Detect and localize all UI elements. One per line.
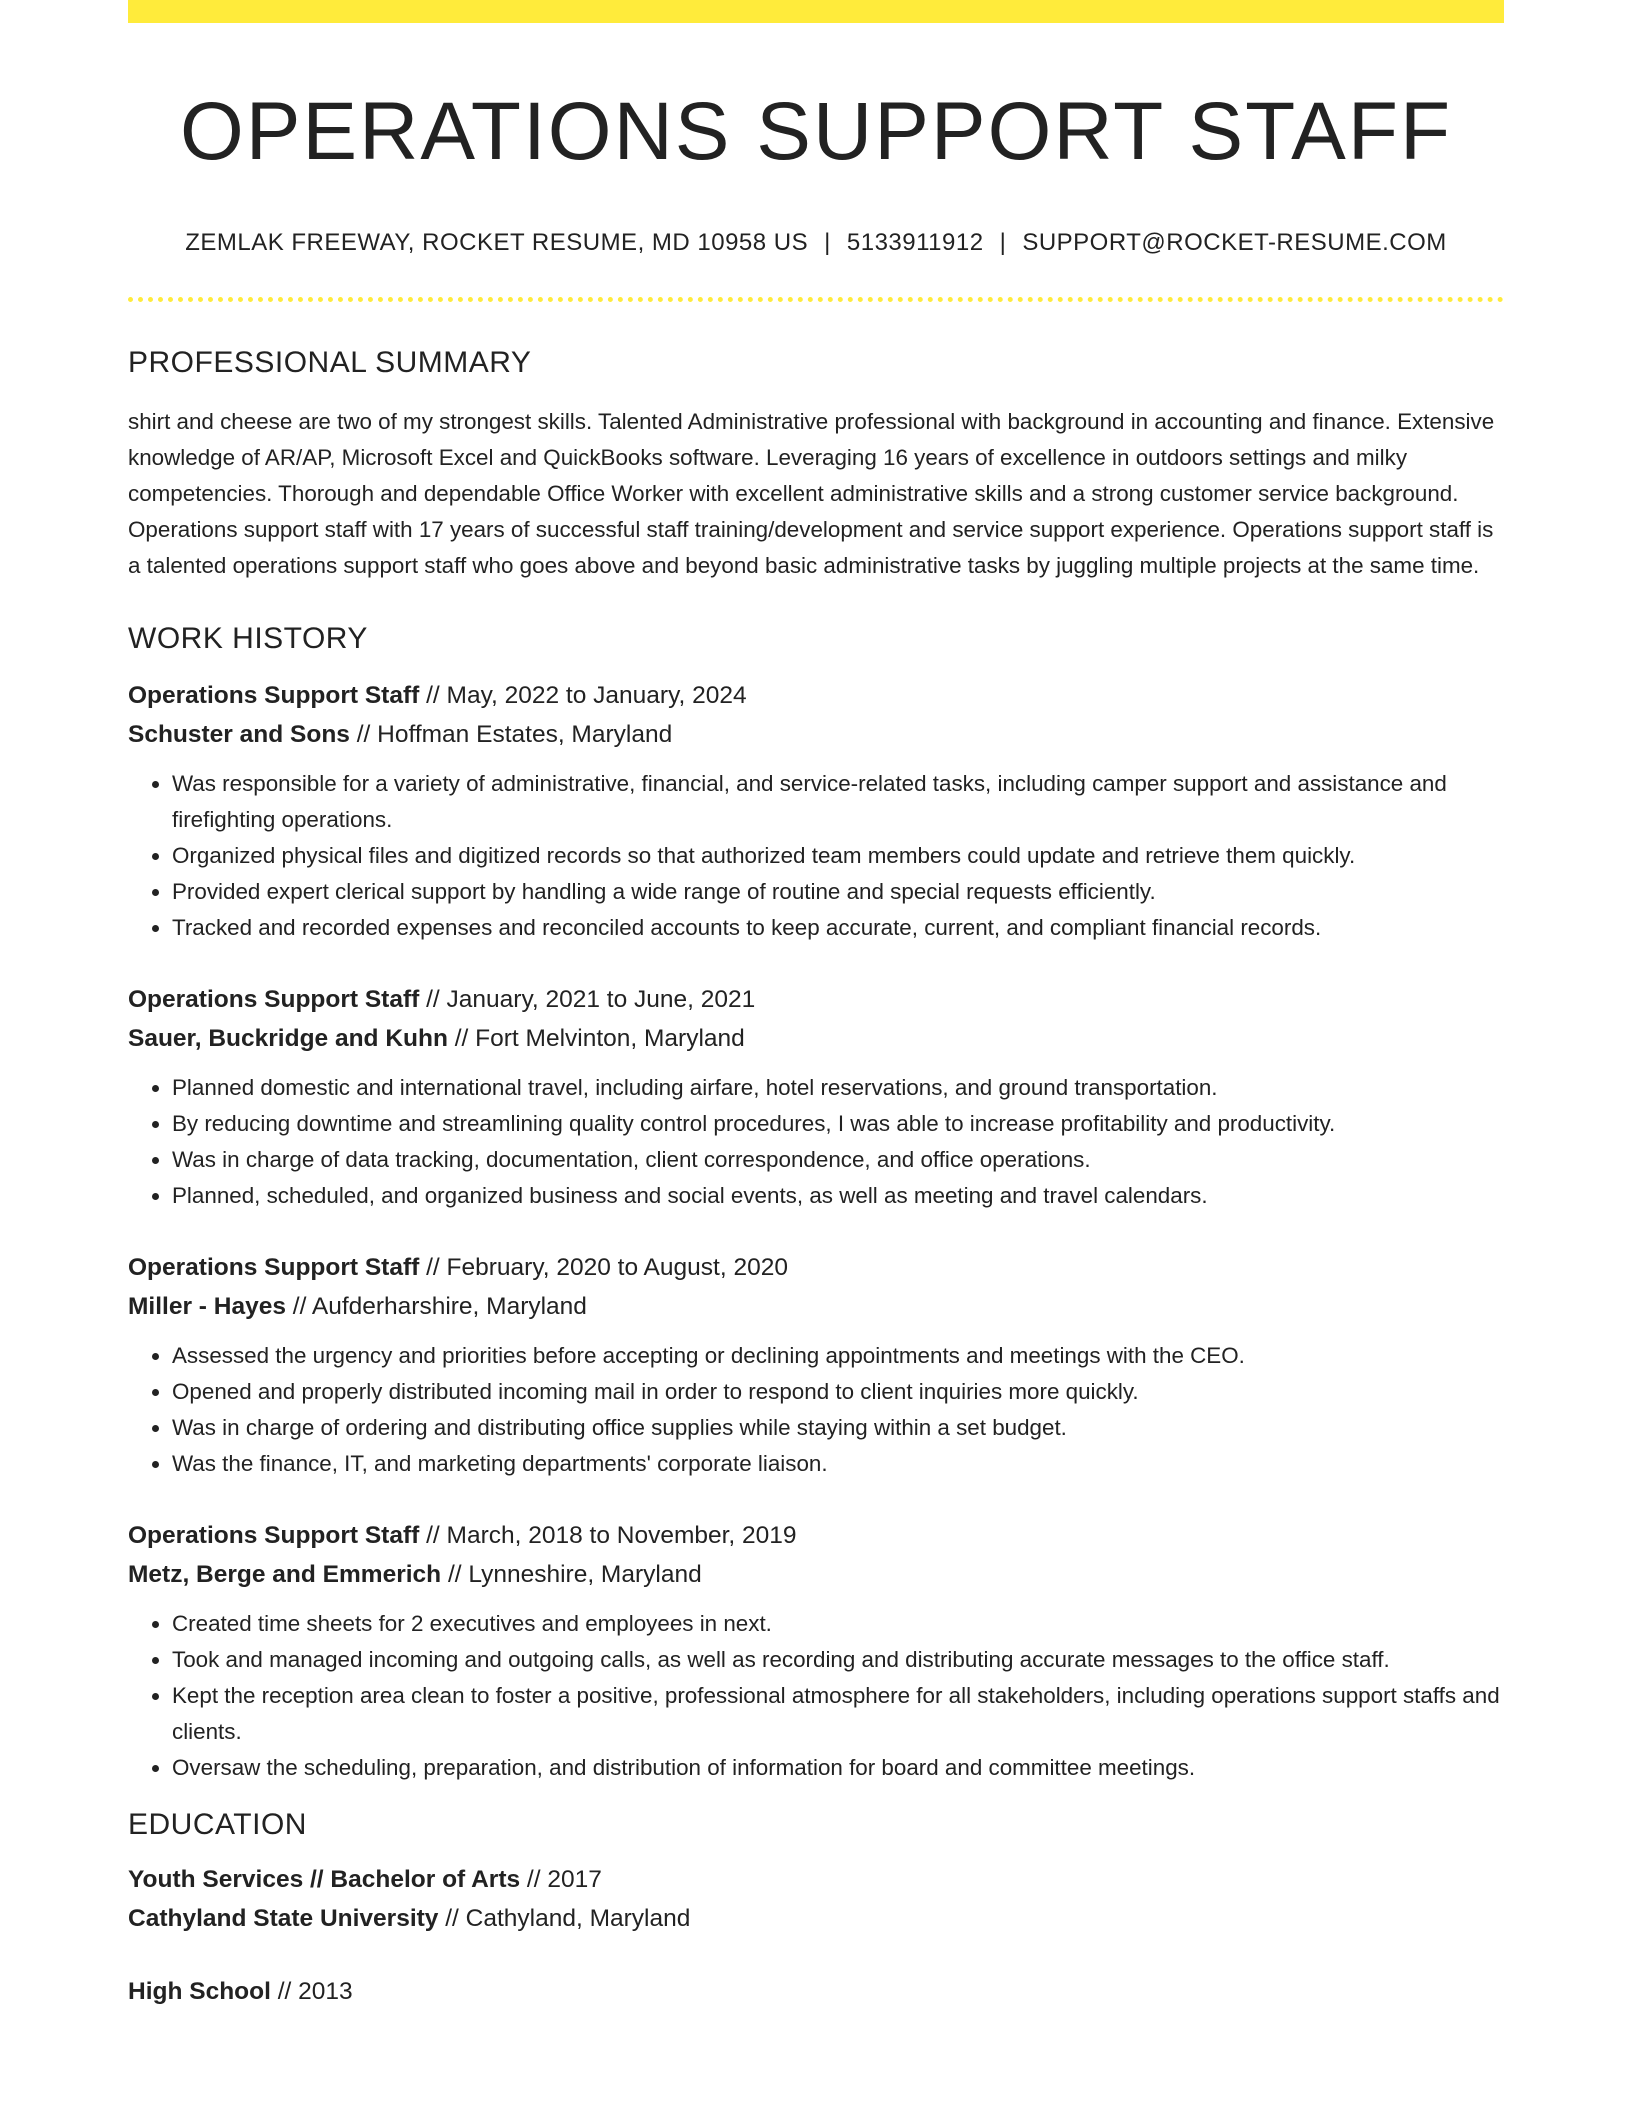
work-history-heading: WORK HISTORY [128,622,368,656]
job-bullet: • Was in charge of ordering and distributing office supplies while staying within a set budget. [172,1410,1504,1446]
job-bullet: • Kept the reception area clean to foster a positive, professional atmosphere for all stakeholders, including operations support staffs and clients. [172,1678,1504,1750]
job-bullet: • Oversaw the scheduling, preparation, and distribution of information for board and committee meetings. [172,1750,1504,1786]
education-degree: Youth Services // Bachelor of Arts [128,1866,521,1894]
job-title-line [128,1516,1504,1555]
contact-address: ZEMLAK FREEWAY, ROCKET RESUME, MD 10958 US [185,229,809,257]
job-role: Operations Support Staff [128,1522,420,1550]
job-bullet: • Provided expert clerical support by handling a wide range of routine and special requests efficiently. [172,874,1504,910]
summary-text: shirt and cheese are two of my strongest skills. Talented Administrative professional with background in accounting and finance. Extensive knowledge of AR/AP, Microsoft Excel and QuickBooks software. Leveraging 16 years of excellence in outdoors settings and milky competencies. Thorough and dependable Office Worker with excellent administrative skills and a strong customer service background. Operations support staff with 17 years of successful staff training/development and service support experience. Operations support staff is a talented operations support staff who goes above and beyond basic administrative tasks by juggling multiple projects at the same time. [128,409,1495,579]
job-bullet: • Organized physical files and digitized records so that authorized team members could update and retrieve them quickly. [172,838,1504,874]
candidate-name: OPERATIONS SUPPORT STAFF [179,86,1453,177]
job-bullet: • Planned domestic and international travel, including airfare, hotel reservations, and ground transportation. [172,1070,1504,1106]
job-company: Sauer, Buckridge and Kuhn [128,1025,448,1053]
education-year: // 2017 [526,1866,602,1894]
job-company-line [128,715,1504,754]
job-bullets [128,766,1504,946]
job-title-line [128,980,1504,1019]
job-entry [128,1248,1504,1482]
education-degree-line [128,1860,1504,1899]
job-company-line [128,1555,1504,1594]
job-location: // Lynneshire, Maryland [447,1561,702,1589]
job-dates: // May, 2022 to January, 2024 [426,682,747,710]
job-company: Schuster and Sons [128,721,350,749]
job-bullet: • Created time sheets for 2 executives and employees in next. [172,1606,1504,1642]
job-bullet: • Was responsible for a variety of administrative, financial, and service-related tasks, including camper support and assistance and firefighting operations. [172,766,1504,838]
job-dates: // January, 2021 to June, 2021 [426,986,756,1014]
contact-line [128,229,1504,257]
job-dates: // February, 2020 to August, 2020 [426,1254,788,1282]
top-accent-bar [128,0,1504,23]
job-company: Miller - Hayes [128,1293,286,1321]
job-bullets [128,1606,1504,1786]
summary-heading: PROFESSIONAL SUMMARY [128,346,532,380]
education-degree: High School [128,1978,271,2006]
job-company-line [128,1019,1504,1058]
education-year: // 2013 [277,1978,353,2006]
contact-separator: | [824,229,831,257]
education-entry [128,1860,1504,1938]
job-entry [128,1516,1504,1786]
job-bullet: • Was in charge of data tracking, documentation, client correspondence, and office operations. [172,1142,1504,1178]
job-company: Metz, Berge and Emmerich [128,1561,442,1589]
education-degree-line [128,1972,1504,2011]
education-location: // Cathyland, Maryland [445,1905,691,1933]
job-role: Operations Support Staff [128,1254,420,1282]
job-bullet: • Opened and properly distributed incoming mail in order to respond to client inquiries more quickly. [172,1374,1504,1410]
job-bullet: • By reducing downtime and streamlining quality control procedures, I was able to increase profitability and productivity. [172,1106,1504,1142]
job-bullet: • Was the finance, IT, and marketing departments' corporate liaison. [172,1446,1504,1482]
job-location: // Fort Melvinton, Maryland [454,1025,745,1053]
job-location: // Aufderharshire, Maryland [292,1293,587,1321]
job-title-line [128,676,1504,715]
job-bullets [128,1070,1504,1214]
job-bullet: • Took and managed incoming and outgoing calls, as well as recording and distributing accurate messages to the office staff. [172,1642,1504,1678]
job-bullets [128,1338,1504,1482]
job-dates: // March, 2018 to November, 2019 [426,1522,797,1550]
contact-email: SUPPORT@ROCKET-RESUME.COM [1022,229,1447,257]
contact-separator: | [999,229,1007,257]
job-location: // Hoffman Estates, Maryland [356,721,673,749]
job-bullet: • Assessed the urgency and priorities before accepting or declining appointments and meetings with the CEO. [172,1338,1504,1374]
job-company-line [128,1287,1504,1326]
job-entry [128,676,1504,946]
contact-phone: 5133911912 [846,229,984,257]
education-entry [128,1972,1504,2011]
job-role: Operations Support Staff [128,682,420,710]
education-heading: EDUCATION [128,1808,307,1842]
job-title-line [128,1248,1504,1287]
job-role: Operations Support Staff [128,986,420,1014]
job-entry [128,980,1504,1214]
header-divider [128,297,1504,302]
education-school: Cathyland State University [128,1905,439,1933]
education-school-line [128,1899,1504,1938]
job-bullet: • Planned, scheduled, and organized business and social events, as well as meeting and travel calendars. [172,1178,1504,1214]
job-bullet: • Tracked and recorded expenses and reconciled accounts to keep accurate, current, and compliant financial records. [172,910,1504,946]
resume-page [128,0,1504,2011]
